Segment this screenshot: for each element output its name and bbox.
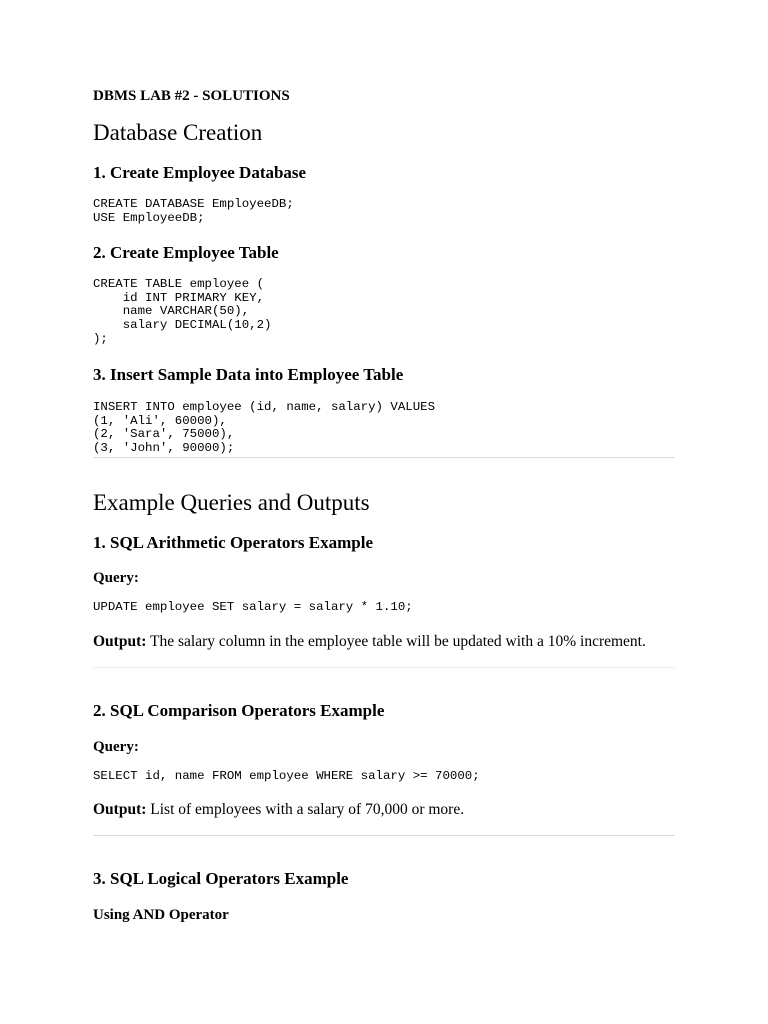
query-label: Query: xyxy=(93,570,139,586)
example-heading-comparison: 2. SQL Comparison Operators Example xyxy=(93,701,385,720)
output-text: The salary column in the employee table will be updated with a 10% increment. xyxy=(150,633,646,650)
output-label: Output: xyxy=(93,633,147,650)
example-heading-logical: 3. SQL Logical Operators Example xyxy=(93,869,349,888)
code-block-create-database: CREATE DATABASE EmployeeDB; USE EmployeeDB; xyxy=(93,197,294,225)
example-divider xyxy=(93,835,675,836)
output-label: Output: xyxy=(93,801,147,818)
subheading-and-operator: Using AND Operator xyxy=(93,907,229,923)
step-heading-create-table: 2. Create Employee Table xyxy=(93,243,279,262)
code-block-arithmetic: UPDATE employee SET salary = salary * 1.10; xyxy=(93,600,413,614)
code-block-comparison: SELECT id, name FROM employee WHERE salary >= 70000; xyxy=(93,769,480,783)
output-text: List of employees with a salary of 70,000 or more. xyxy=(150,801,465,818)
step-heading-insert-data: 3. Insert Sample Data into Employee Table xyxy=(93,365,404,384)
section-heading-example-queries: Example Queries and Outputs xyxy=(93,490,370,515)
section-divider xyxy=(93,457,675,458)
document-title: DBMS LAB #2 - SOLUTIONS xyxy=(93,88,290,104)
example-divider xyxy=(93,667,675,668)
code-block-insert-data: INSERT INTO employee (id, name, salary) VALUES (1, 'Ali', 60000), (2, 'Sara', 75000), (3, 'John', 90000); xyxy=(93,400,436,456)
step-heading-create-database: 1. Create Employee Database xyxy=(93,163,307,182)
query-label: Query: xyxy=(93,739,139,755)
section-heading-database-creation: Database Creation xyxy=(93,120,263,145)
output-paragraph-arithmetic xyxy=(93,632,646,651)
example-heading-arithmetic: 1. SQL Arithmetic Operators Example xyxy=(93,533,374,552)
code-block-create-table: CREATE TABLE employee ( id INT PRIMARY KEY, name VARCHAR(50), salary DECIMAL(10,2) ); xyxy=(93,277,272,346)
output-paragraph-comparison xyxy=(93,800,464,819)
